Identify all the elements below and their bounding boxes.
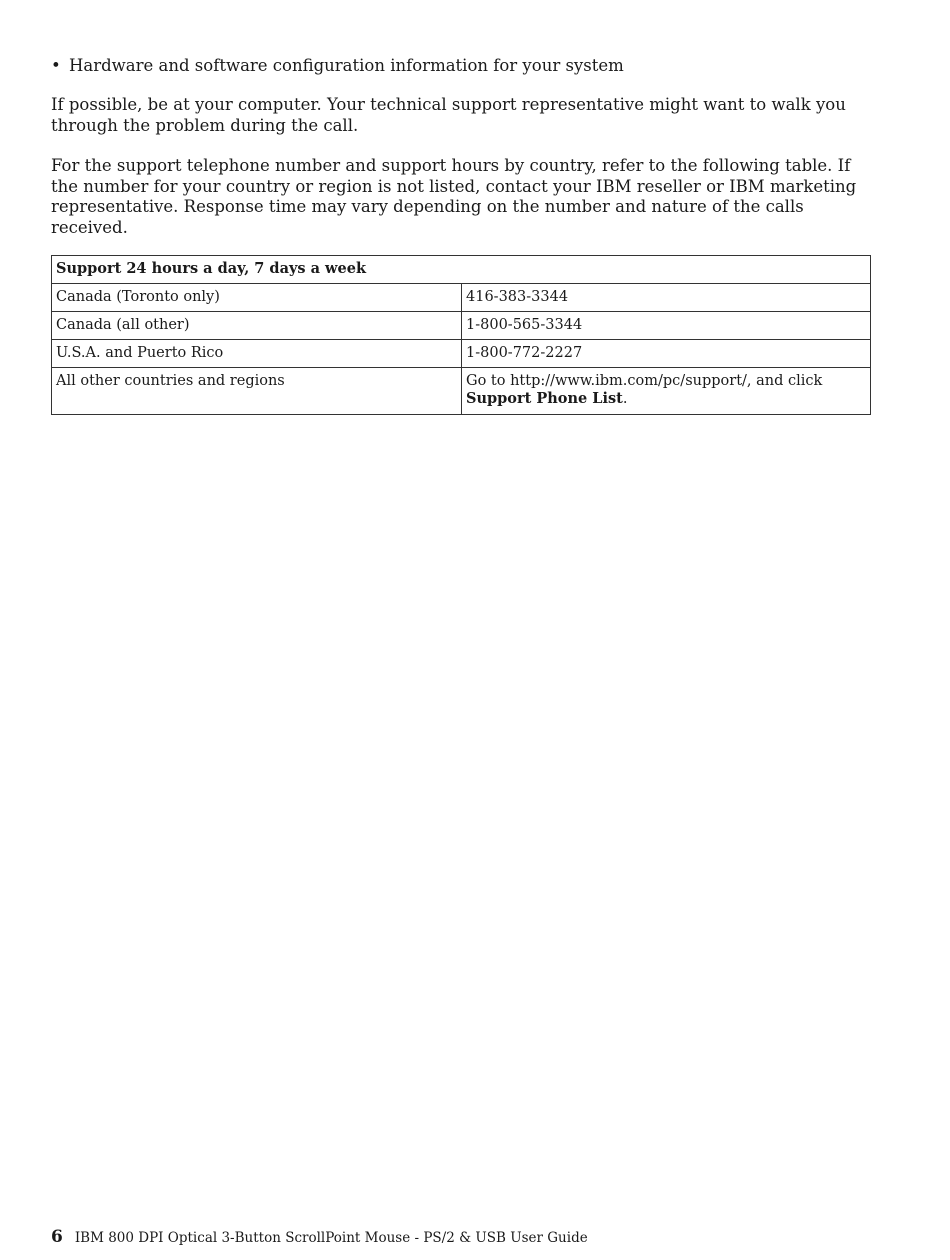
paragraph-be-at-computer: If possible, be at your computer. Your technical support representative might want to walk you through the problem during the call.: [51, 95, 846, 135]
phone-number-cell: [462, 368, 871, 415]
support-table-header-row: [52, 256, 871, 284]
table-row: [52, 312, 871, 340]
period-text: .: [622, 391, 628, 407]
support-table: [51, 255, 871, 415]
support-phone-list-link: Support Phone List: [466, 390, 623, 407]
phone-number-cell: 1-800-772-2227: [462, 340, 871, 368]
bullet-icon: •: [51, 56, 61, 75]
document-body: [51, 54, 871, 415]
table-row: [52, 368, 871, 415]
phone-number-cell: 416-383-3344: [462, 284, 871, 312]
region-cell: All other countries and regions: [52, 368, 462, 415]
bullet-text: Hardware and software configuration information for your system: [69, 56, 624, 75]
phone-number-cell: 1-800-565-3344: [462, 312, 871, 340]
region-cell: Canada (Toronto only): [52, 284, 462, 312]
guide-title: IBM 800 DPI Optical 3-Button ScrollPoint Mouse - PS/2 & USB User Guide: [74, 1230, 588, 1246]
region-cell: U.S.A. and Puerto Rico: [52, 340, 462, 368]
table-row: [52, 284, 871, 312]
page-number: 6: [51, 1227, 63, 1247]
support-url-text: Go to http://www.ibm.com/pc/support/, and click: [466, 373, 823, 389]
support-table-header: Support 24 hours a day, 7 days a week: [52, 256, 871, 284]
paragraph-support-numbers: For the support telephone number and support hours by country, refer to the following table. If the number for your country or region is not listed, contact your IBM reseller or IBM marketing representative. Response time may vary depending on the number and nature of the calls received.: [51, 156, 857, 237]
page-footer: [51, 1227, 588, 1247]
bullet-item: [51, 54, 871, 78]
table-row: [52, 340, 871, 368]
region-cell: Canada (all other): [52, 312, 462, 340]
